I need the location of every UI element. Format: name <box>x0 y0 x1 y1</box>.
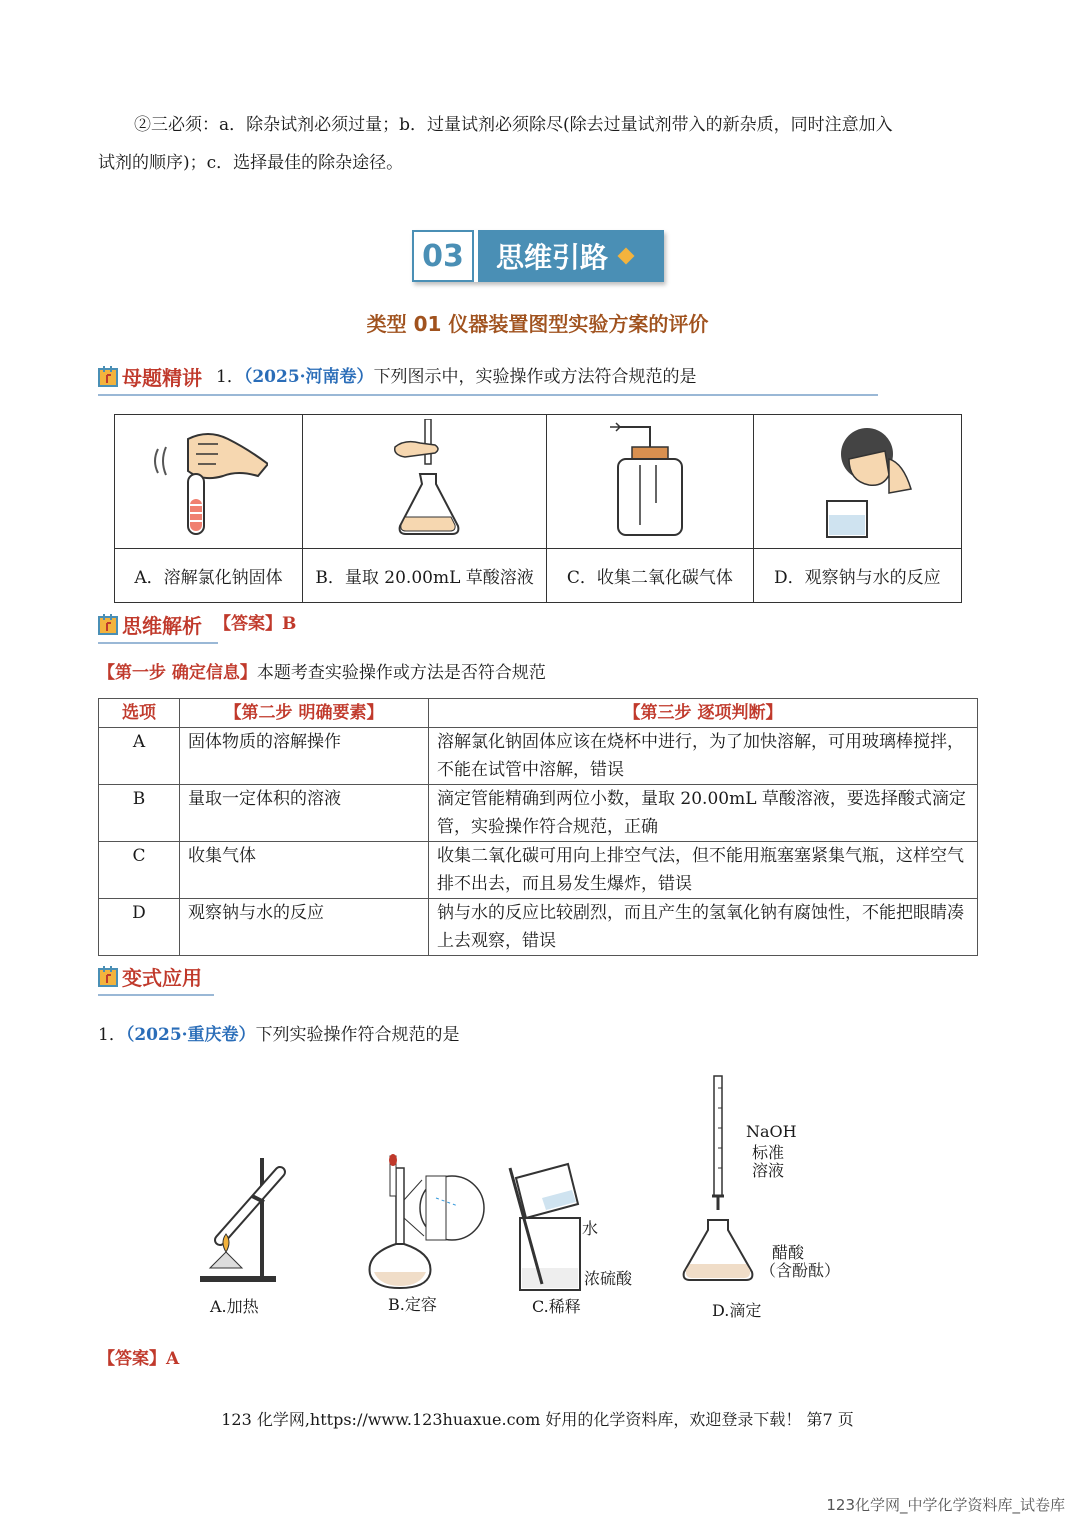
intro-line-1: ②三必须：a．除杂试剂必须过量；b．过量试剂必须除尽(除去过量试剂带入的新杂质，同时注意加入 <box>134 115 893 135</box>
label-acid: 浓硫酸 <box>584 1269 633 1288</box>
row-judge: 滴定管能精确到两位小数，量取 20.00mL 草酸溶液，要选择酸式滴定管，实验操作符合规范，正确 <box>429 785 978 842</box>
intro-line-2: 试剂的顺序)；c．选择最佳的除杂途径。 <box>98 153 404 173</box>
variant-answer <box>98 1340 179 1378</box>
row-judge: 溶解氯化钠固体应该在烧杯中进行，为了加快溶解，可用玻璃棒搅拌，不能在试管中溶解，错误 <box>429 728 978 785</box>
options-table <box>114 414 962 603</box>
question-text: 下列实验操作符合规范的是 <box>255 1025 460 1045</box>
label-naoh-2: 标准 <box>752 1143 785 1162</box>
option-b-label: B．量取 20.00mL 草酸溶液 <box>302 549 546 603</box>
row-option: D <box>99 899 180 956</box>
answer-value: A <box>166 1349 180 1369</box>
analysis-table <box>98 698 978 956</box>
watermark: 123化学网_中学化学资料库_试卷库 <box>826 1496 1065 1514</box>
burette-flask-icon <box>365 419 485 539</box>
label-naoh-3: 溶液 <box>752 1161 785 1180</box>
section-title-box <box>478 230 664 282</box>
hand-test-tube-icon <box>148 419 268 539</box>
table-row <box>99 785 978 842</box>
option-d-image <box>753 415 961 549</box>
page-footer: 123 化学网,https://www.123huaxue.com 好用的化学资料库，欢迎登录下载！ 第7 页 <box>221 1410 854 1429</box>
table-row <box>99 899 978 956</box>
divider <box>98 394 878 396</box>
option-c-label: C．收集二氧化碳气体 <box>547 549 753 603</box>
header-judge: 【第三步 逐项判断】 <box>429 699 978 728</box>
question-number: 1． <box>98 1025 126 1045</box>
type-heading: 类型 01 仪器装置图型实验方案的评价 <box>366 312 709 336</box>
question-number: 1． <box>216 367 244 387</box>
mother-question <box>216 358 697 396</box>
section-badge <box>412 230 664 282</box>
caption-c: C.稀释 <box>532 1297 581 1316</box>
option-b-image <box>302 415 546 549</box>
section-number: 03 <box>412 230 474 282</box>
row-judge: 钠与水的反应比较剧烈，而且产生的氢氧化钠有腐蚀性，不能把眼睛凑上去观察，错误 <box>429 899 978 956</box>
option-d-label: D．观察钠与水的反应 <box>753 549 961 603</box>
heating-apparatus-icon <box>200 1158 280 1282</box>
divider <box>98 994 214 996</box>
option-a-image <box>115 415 303 549</box>
row-element: 收集气体 <box>180 842 429 899</box>
dilution-beaker-icon <box>510 1164 580 1290</box>
variant-question <box>98 1016 460 1054</box>
answer-value: B <box>282 614 297 634</box>
book-icon <box>98 614 120 636</box>
book-icon <box>98 966 120 988</box>
variant-tag <box>98 962 202 991</box>
divider <box>98 642 218 644</box>
answer-label: 【答案】 <box>98 1349 166 1369</box>
caption-d: D.滴定 <box>712 1301 762 1320</box>
row-element: 量取一定体积的溶液 <box>180 785 429 842</box>
question-text: 下列图示中，实验操作或方法符合规范的是 <box>373 367 697 387</box>
caption-b: B.定容 <box>388 1295 437 1314</box>
question-source: （2025·重庆卷） <box>125 1025 256 1045</box>
step1 <box>98 654 546 692</box>
row-option: B <box>99 785 180 842</box>
row-judge: 收集二氧化碳可用向上排空气法，但不能用瓶塞塞紧集气瓶，这样空气排不出去，而且易发生爆炸，错误 <box>429 842 978 899</box>
person-beaker-icon <box>797 419 917 539</box>
option-a-label: A．溶解氯化钠固体 <box>115 549 303 603</box>
analysis-answer <box>214 605 296 643</box>
question-source: （2025·河南卷） <box>243 367 374 387</box>
step1-text: 本题考查实验操作或方法是否符合规范 <box>256 663 546 683</box>
label-water: 水 <box>582 1219 599 1238</box>
caption-a: A.加热 <box>210 1297 259 1316</box>
header-element: 【第二步 明确要素】 <box>180 699 429 728</box>
book-icon <box>98 366 120 388</box>
gas-bottle-icon <box>590 419 710 539</box>
table-row <box>99 728 978 785</box>
option-c-image <box>547 415 753 549</box>
mother-question-tag <box>98 362 202 391</box>
analysis-tag <box>98 610 202 639</box>
mother-question-tag-label: 母题精讲 <box>122 366 202 390</box>
diamond-icon <box>618 248 635 265</box>
titration-apparatus-icon <box>684 1076 753 1280</box>
row-element: 观察钠与水的反应 <box>180 899 429 956</box>
row-element: 固体物质的溶解操作 <box>180 728 429 785</box>
label-vinegar-2: （含酚酞） <box>760 1261 841 1280</box>
variant-figure <box>190 1068 850 1328</box>
label-naoh-1: NaOH <box>746 1122 797 1141</box>
table-row <box>99 842 978 899</box>
answer-label: 【答案】 <box>214 614 282 634</box>
label-vinegar-1: 醋酸 <box>772 1243 805 1262</box>
analysis-tag-label: 思维解析 <box>122 614 202 638</box>
volumetric-flask-icon <box>370 1154 484 1288</box>
step1-label: 【第一步 确定信息】 <box>98 663 257 683</box>
header-option: 选项 <box>99 699 180 728</box>
row-option: C <box>99 842 180 899</box>
row-option: A <box>99 728 180 785</box>
variant-tag-label: 变式应用 <box>122 966 202 990</box>
section-title: 思维引路 <box>496 241 609 274</box>
